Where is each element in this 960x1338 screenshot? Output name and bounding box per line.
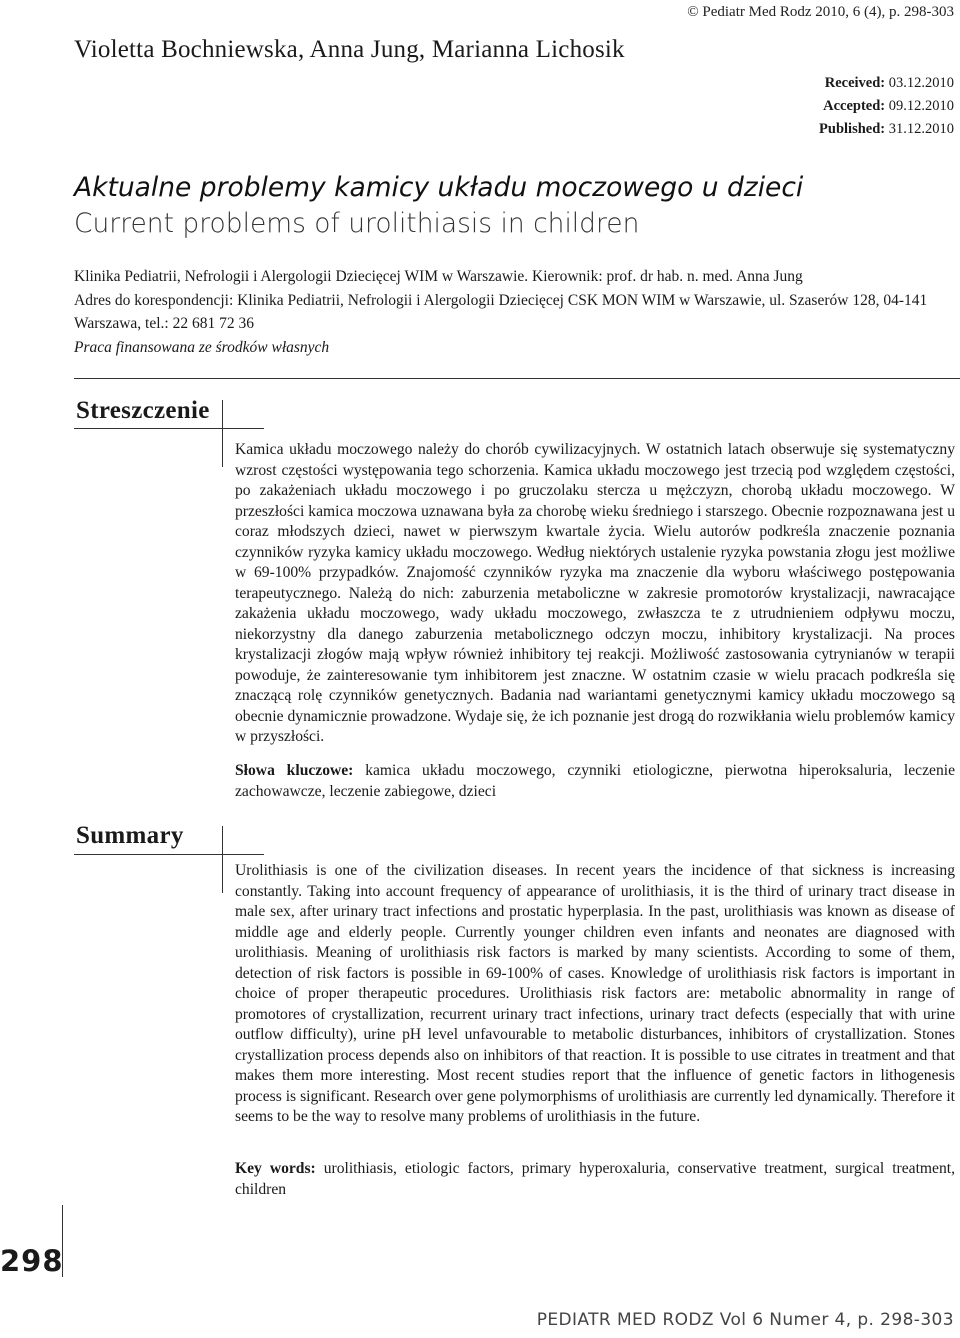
received-value: 03.12.2010 [888,75,954,91]
keywords-label-en: Key words: [235,1160,316,1177]
funding-note: Praca finansowana ze środków własnych [74,338,330,356]
summary-vertical-rule [222,826,223,893]
streszczenie-body: Kamica układu moczowego należy do chorób cywilizacyjnych. W ostatnich latach obserwuje się systematyczny wzrost częstości występowania tego schorzenia. Kamica układu moczowego jest trzecią pod względem częstości, po zakażeniach układu moczowego i po gruczolaku stercza u mężczyzn, chorobą układu moczowego. W przeszłości kamica moczowa uznawana była za chorobę wieku średniego i starszego. Obecnie rozpoznawana jest u coraz młodszych dzieci, nawet w pierwszym kwartale życia. Wielu autorów podkreśla znaczenie poznania czynników ryzyka kamicy układu moczowego. Według niektórych ustalenie ryzyka powstania złogu jest możliwe w 69-100% przypadków. Znajomość czynników ryzyka ma znaczenie dla wyboru właściwego postępowania terapeutycznego. Należą do nich: zaburzenia metaboliczne w zakresie promotorów krystalizacji, nawracające zakażenia układu moczowego, wady układu moczowego, zwłaszcza te z utrudnieniem odpływu moczu, niekorzystny dla danego zaburzenia metabolicznego odczyn moczu, inhibitory krystalizacji. Na proces krystalizacji złogów mają wpływ również inhibitory tej reakcji. Możliwość zastosowania cytrynianów w terapii powoduje, że zainteresowanie tym inhibitorem jest znaczne. W ostatnim czasie w wielu pracach podkreśla się znaczącą rolę czynników genetycznych. Badania nad wariantami genetycznymi kamicy układu moczowego są obecnie dynamicznie prowadzone. Wydaje się, że ich poznanie jest drogą do rozwikłania wielu problemów kamicy w przyszłości. [235,441,955,745]
authors: Violetta Bochniewska, Anna Jung, Marianna Lichosik [74,36,625,63]
title-english: Current problems of urolithiasis in children [74,208,640,239]
keywords-label-pl: Słowa kluczowe: [235,762,354,779]
correspondence-address: Adres do korespondencji: Klinika Pediatrii, Nefrologii i Alergologii Dziecięcej CSK MON WIM w Warszawie, ul. Szaserów 128, 04-141 Warszawa, tel.: 22 681 72 36 [74,291,928,332]
section-divider [74,378,960,379]
summary-keywords [235,1159,955,1200]
received-label: Received: [824,75,886,91]
accepted-date [819,95,954,118]
accepted-label: Accepted: [823,98,886,114]
published-value: 31.12.2010 [888,121,954,137]
keywords-value-en: urolithiasis, etiologic factors, primary hyperoxaluria, conservative treatment, surgical treatment, children [235,1160,955,1198]
published-label: Published: [819,121,886,137]
affiliation-block [74,265,954,359]
streszczenie-heading: Streszczenie [76,397,210,424]
accepted-value: 09.12.2010 [888,98,954,114]
published-date [819,118,954,141]
streszczenie-keywords [235,761,955,802]
title-polish: Aktualne problemy kamicy układu moczowego u dzieci [74,172,804,203]
summary-body: Urolithiasis is one of the civilization diseases. In recent years the incidence of that sickness is increasing constantly. Taking into account frequency of appearance of urolithiasis, it is the third of urinary tract disease in male sex, after urinary tract infections and prostatic hyperplasia. In the past, urolithiasis was known as disease of middle age and elderly people. Currently younger children even infants and neonates are diagnosed with urolithiasis. Meaning of urolithiasis risk factors is marked by many scientists. According to some of them, detection of risk factors is possible in 69-100% of cases. Knowledge of urolithiasis risk factors is important in choice of proper therapeutic procedures. Urolithiasis risk factors are: metabolic abnormality in range of promotores of crystallization, recurrent urinary tract infections, urinary tract defects (especially that with urine outflow difficulty), urine pH level unfavourable to metabolic disturbances, inhibitors of crystallization. Stones crystallization process depends also on inhibitors of that reaction. It is possible to use citrates in treatment and that makes them more interesting. Most recent studies report that the influence of genetic factors in lithogenesis process is significant. Research over gene polymorphisms of urolithiasis are currently led dynamically. Therefore it seems to be the way to resolve many problems of urolithiasis in the future. [235,862,955,1125]
summary-heading: Summary [76,822,184,849]
page-number: 298 [0,1244,64,1278]
article-dates [819,72,954,141]
keywords-value-pl: kamica układu moczowego, czynniki etiologiczne, pierwotna hiperoksaluria, leczenie zachowawcze, leczenie zabiegowe, dzieci [235,762,955,800]
streszczenie-horizontal-rule [74,428,264,429]
streszczenie-vertical-rule [222,400,223,467]
received-date [819,72,954,95]
affiliation-clinic: Klinika Pediatrii, Nefrologii i Alergologii Dziecięcej WIM w Warszawie. Kierownik: prof. dr hab. n. med. Anna Jung [74,268,803,285]
summary-horizontal-rule [74,854,264,855]
journal-reference: © Pediatr Med Rodz 2010, 6 (4), p. 298-303 [687,4,954,20]
journal-footer: PEDIATR MED RODZ Vol 6 Numer 4, p. 298-303 [536,1310,954,1330]
